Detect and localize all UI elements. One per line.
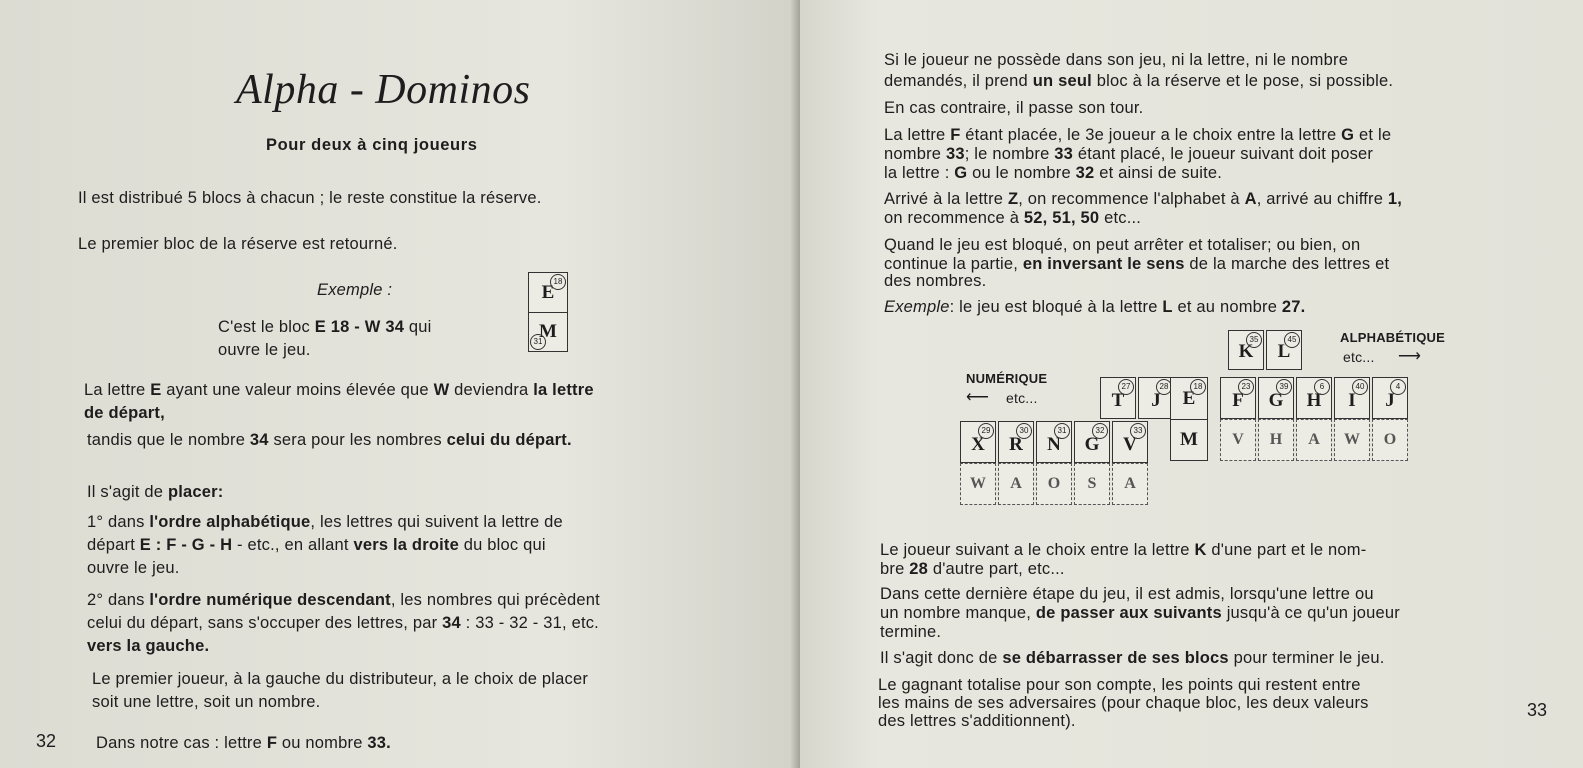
paragraph-first-player: Le premier joueur, à la gauche du distributeur, a le choix de placer	[92, 670, 589, 688]
r-line-16: un nombre manque, de passer aux suivants jusqu'à ce qu'un joueur	[880, 604, 1400, 622]
page-subtitle: Pour deux à cinq joueurs	[266, 136, 478, 154]
tile-bottom-number: 31	[530, 334, 546, 350]
tile-g-lower: H	[1258, 419, 1294, 461]
rule-1-line-1: 1° dans l'ordre alphabétique, les lettres qui suivent la lettre de	[87, 513, 563, 531]
numerique-etc: etc...	[1006, 390, 1038, 406]
paragraph-distribution: Il est distribué 5 blocs à chacun ; le reste constitue la réserve.	[78, 189, 542, 207]
tile-l: L 45	[1266, 330, 1302, 370]
r-line-4: La lettre F étant placée, le 3e joueur a le choix entre la lettre G et le	[884, 126, 1392, 144]
page-title: Alpha - Dominos	[236, 67, 531, 113]
tile-g2-lower: S	[1074, 463, 1110, 505]
tile-top-letter: E	[529, 273, 567, 313]
alphabetique-etc: etc...	[1343, 349, 1375, 365]
example-text: C'est le bloc E 18 - W 34 qui	[218, 318, 432, 336]
tile-bottom-letter: M	[539, 320, 557, 342]
paragraph-start-letter-2: de départ,	[84, 404, 165, 422]
tile-h-lower: A	[1296, 419, 1332, 461]
rule-1-line-2: départ E : F - G - H - etc., en allant vers la droite du bloc qui	[87, 536, 546, 554]
r-line-17: termine.	[880, 623, 942, 641]
tile-v: V 33	[1112, 421, 1148, 463]
r-line-15: Dans cette dernière étape du jeu, il est admis, lorsqu'une lettre ou	[880, 585, 1374, 603]
r-line-1: Si le joueur ne possède dans son jeu, ni la lettre, ni le nombre	[884, 51, 1349, 69]
r-line-11: des nombres.	[884, 272, 987, 290]
tile-j2-lower: O	[1372, 419, 1408, 461]
tile-x: X 29	[960, 421, 996, 463]
tile-i-lower: W	[1334, 419, 1370, 461]
paragraph-placer: Il s'agit de placer:	[87, 483, 224, 501]
tile-g2: G 32	[1074, 421, 1110, 463]
r-line-9: Quand le jeu est bloqué, on peut arrêter et totaliser; ou bien, on	[884, 236, 1361, 254]
r-line-6: la lettre : G ou le nombre 32 et ainsi de suite.	[884, 164, 1223, 182]
tile-v-lower: A	[1112, 463, 1148, 505]
tile-n: N 31	[1036, 421, 1072, 463]
left-arrow-icon: ⟵	[966, 389, 989, 406]
tile-j: J 28	[1138, 377, 1174, 419]
r-line-14: bre 28 d'autre part, etc...	[880, 560, 1065, 578]
rule-2-line-2: celui du départ, sans s'occuper des lettres, par 34 : 33 - 32 - 31, etc.	[87, 614, 599, 632]
tile-f: F 23	[1220, 377, 1256, 419]
rule-2-line-1: 2° dans l'ordre numérique descendant, les nombres qui précèdent	[87, 591, 600, 609]
tile-r-lower: A	[998, 463, 1034, 505]
right-arrow-icon: ⟶	[1398, 348, 1421, 365]
r-line-10: continue la partie, en inversant le sens de la marche des lettres et	[884, 255, 1390, 273]
tile-j2: J 4	[1372, 377, 1408, 419]
paragraph-first-block: Le premier bloc de la réserve est retourné.	[78, 235, 398, 253]
right-page	[800, 0, 1583, 768]
tile-r: R 30	[998, 421, 1034, 463]
r-line-5: nombre 33; le nombre 33 étant placé, le joueur suivant doit poser	[884, 145, 1374, 163]
tile-t: T 27	[1100, 377, 1136, 419]
r-line-21: des lettres s'additionnent).	[878, 712, 1076, 730]
rule-2-line-3: vers la gauche.	[87, 637, 210, 655]
numerique-label: NUMÉRIQUE	[966, 371, 1048, 386]
tile-f-lower: V	[1220, 419, 1256, 461]
paragraph-our-case: Dans notre cas : lettre F ou nombre 33.	[96, 734, 391, 752]
tile-g: G 39	[1258, 377, 1294, 419]
r-line-7: Arrivé à la lettre Z, on recommence l'alphabet à A, arrivé au chiffre 1,	[884, 190, 1403, 208]
example-domino-tile	[528, 272, 568, 352]
paragraph-first-player-2: soit une lettre, soit un nombre.	[92, 693, 321, 711]
r-line-12: Exemple: le jeu est bloqué à la lettre L et au nombre 27.	[884, 298, 1306, 316]
r-line-18: Il s'agit donc de se débarrasser de ses blocs pour terminer le jeu.	[880, 649, 1385, 667]
r-line-8: on recommence à 52, 51, 50 etc...	[884, 209, 1142, 227]
example-label: Exemple :	[317, 281, 393, 299]
tile-i: I 40	[1334, 377, 1370, 419]
alphabetique-label: ALPHABÉTIQUE	[1340, 330, 1445, 345]
r-line-13: Le joueur suivant a le choix entre la lettre K d'une part et le nom-	[880, 541, 1367, 559]
paragraph-start-number: tandis que le nombre 34 sera pour les nombres celui du départ.	[87, 431, 572, 449]
tile-h: H 6	[1296, 377, 1332, 419]
r-line-20: les mains de ses adversaires (pour chaque bloc, les deux valeurs	[878, 694, 1369, 712]
tile-top-number: 18	[550, 274, 566, 290]
page-number-left: 32	[36, 731, 57, 751]
r-line-3: En cas contraire, il passe son tour.	[884, 99, 1144, 117]
paragraph-start-letter: La lettre E ayant une valeur moins élevée que W deviendra la lettre	[84, 381, 594, 399]
r-line-19: Le gagnant totalise pour son compte, les points qui restent entre	[878, 676, 1361, 694]
tile-n-lower: O	[1036, 463, 1072, 505]
page-number-right: 33	[1527, 700, 1548, 720]
example-text-2: ouvre le jeu.	[218, 341, 311, 359]
r-line-2: demandés, il prend un seul bloc à la réserve et le pose, si possible.	[884, 72, 1394, 90]
tile-x-lower: W	[960, 463, 996, 505]
tile-k: K 35	[1228, 330, 1264, 370]
rule-1-line-3: ouvre le jeu.	[87, 559, 180, 577]
tile-e: E M 18	[1170, 377, 1208, 461]
